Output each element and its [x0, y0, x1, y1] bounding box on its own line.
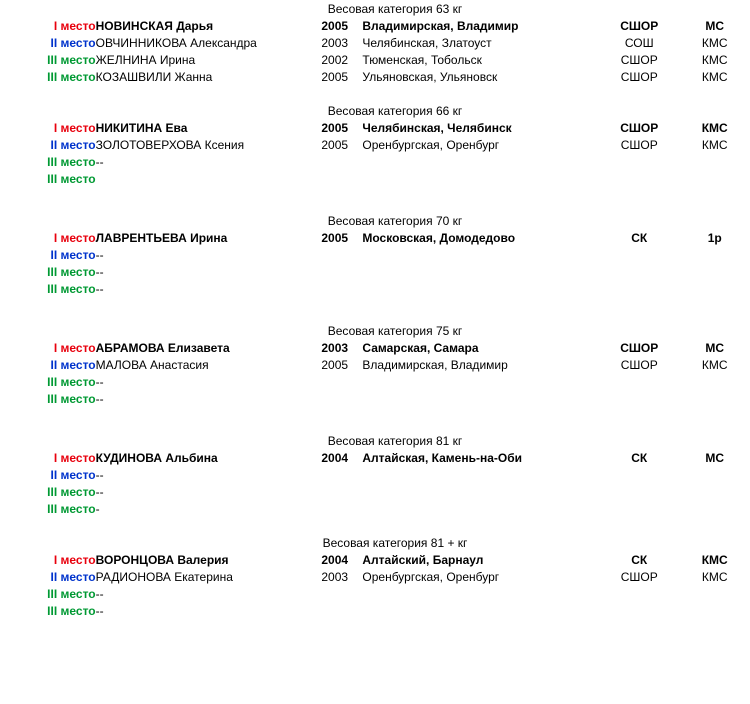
- table-row: [0, 357, 750, 374]
- weight-category-title: Весовая категория 75 кг: [327, 324, 463, 338]
- weight-category-block: [0, 536, 750, 620]
- club: [599, 484, 680, 501]
- club: СШОР: [620, 341, 659, 355]
- sport-rank: [679, 374, 750, 391]
- athlete-name: КОЗАШВИЛИ Жанна: [95, 70, 213, 84]
- table-row: [0, 154, 750, 171]
- athlete-name: ЗОЛОТОВЕРХОВА Ксения: [95, 138, 245, 152]
- region-city: Ульяновская, Ульяновск: [362, 70, 498, 84]
- table-row: [0, 69, 750, 86]
- club: [599, 171, 680, 188]
- place-label: II место: [50, 358, 96, 372]
- birth-year: 2003: [321, 36, 349, 50]
- birth-year: 2005: [321, 358, 349, 372]
- table-row: [0, 137, 750, 154]
- table-row: [0, 586, 750, 603]
- athlete-name: [96, 171, 307, 188]
- region-city: Самарская, Самара: [362, 341, 479, 355]
- club: [599, 501, 680, 518]
- athlete-name: --: [95, 282, 104, 296]
- club: СОШ: [624, 36, 654, 50]
- table-row: [0, 230, 750, 247]
- birth-year: 2005: [321, 70, 349, 84]
- athlete-name: НОВИНСКАЯ Дарья: [95, 19, 214, 33]
- table-row: [0, 450, 750, 467]
- table-row: [0, 52, 750, 69]
- birth-year: [307, 171, 362, 188]
- athlete-name: --: [95, 587, 104, 601]
- region-city: [362, 603, 599, 620]
- birth-year: [307, 603, 362, 620]
- sport-rank: КМС: [701, 53, 728, 67]
- birth-year: 2005: [321, 121, 349, 135]
- region-city: Владимирская, Владимир: [362, 19, 519, 33]
- results-table: [0, 450, 750, 518]
- athlete-name: -: [95, 502, 100, 516]
- athlete-name: ОВЧИННИКОВА Александра: [95, 36, 257, 50]
- birth-year: [307, 391, 362, 408]
- results-table: [0, 18, 750, 86]
- weight-category-title: Весовая категория 81 + кг: [322, 536, 468, 550]
- club: [599, 391, 680, 408]
- athlete-name: ЖЕЛНИНА Ирина: [95, 53, 196, 67]
- results-table: [0, 552, 750, 620]
- weight-category-block: [0, 324, 750, 408]
- table-row: [0, 18, 750, 35]
- region-city: [362, 484, 599, 501]
- club: [599, 264, 680, 281]
- region-city: Алтайская, Камень-на-Оби: [362, 451, 522, 465]
- results-table: [0, 230, 750, 298]
- athlete-name: --: [95, 604, 104, 618]
- athlete-name: --: [95, 155, 104, 169]
- club: [599, 603, 680, 620]
- table-row: [0, 247, 750, 264]
- region-city: [362, 281, 599, 298]
- table-row: [0, 552, 750, 569]
- club: СК: [631, 231, 648, 245]
- sport-rank: МС: [705, 341, 725, 355]
- athlete-name: --: [95, 375, 104, 389]
- birth-year: [307, 501, 362, 518]
- table-row: [0, 281, 750, 298]
- club: СШОР: [620, 138, 658, 152]
- region-city: Оренбургская, Оренбург: [362, 570, 500, 584]
- club: [599, 281, 680, 298]
- birth-year: [307, 374, 362, 391]
- place-label: II место: [50, 36, 96, 50]
- weight-category-block: [0, 214, 750, 298]
- club: СК: [631, 553, 648, 567]
- club: СК: [631, 451, 648, 465]
- birth-year: 2003: [321, 341, 349, 355]
- place-label: III место: [47, 375, 96, 389]
- birth-year: 2002: [321, 53, 349, 67]
- region-city: Владимирская, Владимир: [362, 358, 508, 372]
- weight-category-title: Весовая категория 70 кг: [327, 214, 463, 228]
- sport-rank: 1р: [707, 231, 722, 245]
- place-label: III место: [47, 485, 96, 499]
- sport-rank: КМС: [701, 121, 728, 135]
- place-label: III место: [47, 587, 96, 601]
- sport-rank: КМС: [701, 553, 728, 567]
- weight-category-title: Весовая категория 63 кг: [327, 2, 463, 16]
- sport-rank: [679, 247, 750, 264]
- sport-rank: [679, 484, 750, 501]
- place-label: I место: [53, 231, 96, 245]
- birth-year: 2004: [321, 553, 349, 567]
- weight-category-title: Весовая категория 66 кг: [327, 104, 463, 118]
- place-label: III место: [47, 604, 96, 618]
- place-label: I место: [53, 451, 96, 465]
- sport-rank: [679, 391, 750, 408]
- place-label: III место: [47, 502, 96, 516]
- club: СШОР: [620, 570, 658, 584]
- region-city: [362, 586, 599, 603]
- athlete-name: ВОРОНЦОВА Валерия: [95, 553, 229, 567]
- place-label: I место: [53, 553, 96, 567]
- place-label: III место: [47, 155, 96, 169]
- region-city: [362, 247, 599, 264]
- region-city: Алтайский, Барнаул: [362, 553, 484, 567]
- place-label: II место: [50, 570, 96, 584]
- athlete-name: ЛАВРЕНТЬЕВА Ирина: [95, 231, 228, 245]
- region-city: [362, 501, 599, 518]
- place-label: I место: [53, 341, 96, 355]
- sport-rank: КМС: [701, 138, 728, 152]
- region-city: Оренбургская, Оренбург: [362, 138, 500, 152]
- sport-rank: КМС: [701, 70, 728, 84]
- athlete-name: КУДИНОВА Альбина: [95, 451, 218, 465]
- sport-rank: [679, 501, 750, 518]
- place-label: II место: [50, 138, 96, 152]
- club: СШОР: [620, 121, 659, 135]
- place-label: II место: [50, 468, 96, 482]
- sport-rank: [679, 171, 750, 188]
- sport-rank: КМС: [701, 358, 728, 372]
- birth-year: [307, 247, 362, 264]
- table-row: [0, 374, 750, 391]
- club: СШОР: [620, 19, 659, 33]
- birth-year: 2005: [321, 138, 349, 152]
- block-spacer: [0, 620, 750, 638]
- region-city: Тюменская, Тобольск: [362, 53, 482, 67]
- sport-rank: МС: [705, 451, 725, 465]
- region-city: [362, 391, 599, 408]
- sport-rank: [679, 264, 750, 281]
- place-label: III место: [47, 282, 96, 296]
- block-spacer: [0, 188, 750, 214]
- athlete-name: НИКИТИНА Ева: [95, 121, 188, 135]
- table-row: [0, 569, 750, 586]
- birth-year: [307, 154, 362, 171]
- place-label: III место: [47, 265, 96, 279]
- birth-year: 2005: [321, 231, 349, 245]
- table-row: [0, 467, 750, 484]
- weight-category-block: [0, 104, 750, 188]
- birth-year: [307, 281, 362, 298]
- table-row: [0, 171, 750, 188]
- table-row: [0, 264, 750, 281]
- birth-year: 2005: [321, 19, 349, 33]
- place-label: II место: [50, 248, 96, 262]
- club: [599, 374, 680, 391]
- weight-category-block: [0, 2, 750, 86]
- athlete-name: АБРАМОВА Елизавета: [95, 341, 230, 355]
- birth-year: [307, 586, 362, 603]
- table-row: [0, 501, 750, 518]
- club: СШОР: [620, 53, 658, 67]
- place-label: I место: [53, 19, 96, 33]
- table-row: [0, 603, 750, 620]
- athlete-name: --: [95, 248, 104, 262]
- athlete-name: --: [95, 265, 104, 279]
- sport-rank: КМС: [701, 570, 728, 584]
- results-table: [0, 120, 750, 188]
- athlete-name: --: [95, 468, 104, 482]
- birth-year: 2003: [321, 570, 349, 584]
- region-city: Челябинская, Златоуст: [362, 36, 492, 50]
- sport-rank: [679, 603, 750, 620]
- region-city: [362, 264, 599, 281]
- club: [599, 467, 680, 484]
- athlete-name: --: [95, 392, 104, 406]
- table-row: [0, 120, 750, 137]
- weight-category-title: Весовая категория 81 кг: [327, 434, 463, 448]
- sport-rank: МС: [705, 19, 725, 33]
- block-spacer: [0, 408, 750, 434]
- region-city: [362, 171, 599, 188]
- place-label: III место: [47, 53, 96, 67]
- table-row: [0, 391, 750, 408]
- place-label: III место: [47, 172, 96, 186]
- sport-rank: КМС: [701, 36, 728, 50]
- athlete-name: --: [95, 485, 104, 499]
- table-row: [0, 340, 750, 357]
- club: СШОР: [620, 358, 658, 372]
- club: СШОР: [620, 70, 658, 84]
- table-row: [0, 35, 750, 52]
- athlete-name: МАЛОВА Анастасия: [95, 358, 209, 372]
- sport-rank: [679, 586, 750, 603]
- block-spacer: [0, 298, 750, 324]
- block-spacer: [0, 518, 750, 536]
- place-label: I место: [53, 121, 96, 135]
- club: [599, 247, 680, 264]
- table-row: [0, 484, 750, 501]
- sport-rank: [679, 467, 750, 484]
- birth-year: [307, 484, 362, 501]
- results-table: [0, 340, 750, 408]
- region-city: [362, 154, 599, 171]
- region-city: [362, 467, 599, 484]
- region-city: Московская, Домодедово: [362, 231, 516, 245]
- sport-rank: [679, 281, 750, 298]
- club: [599, 154, 680, 171]
- athlete-name: РАДИОНОВА Екатерина: [95, 570, 233, 584]
- place-label: III место: [47, 392, 96, 406]
- weight-category-block: [0, 434, 750, 518]
- region-city: [362, 374, 599, 391]
- block-spacer: [0, 86, 750, 104]
- birth-year: [307, 467, 362, 484]
- birth-year: [307, 264, 362, 281]
- place-label: III место: [47, 70, 96, 84]
- sport-rank: [679, 154, 750, 171]
- birth-year: 2004: [321, 451, 349, 465]
- region-city: Челябинская, Челябинск: [362, 121, 512, 135]
- club: [599, 586, 680, 603]
